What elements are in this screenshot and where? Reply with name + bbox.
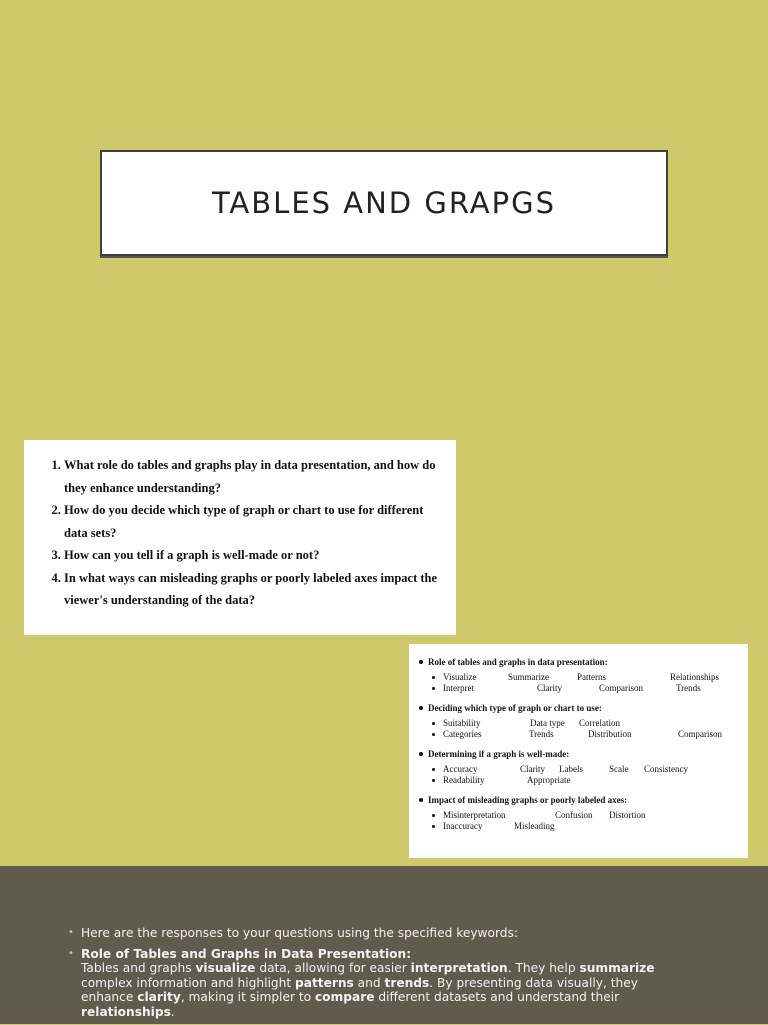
page-title: TABLES AND GRAPGS: [211, 186, 557, 220]
keyword: Misleading: [514, 820, 555, 831]
keyword-row: [419, 764, 740, 775]
keyword: Trends: [676, 682, 701, 693]
keyword: Categories: [443, 728, 482, 739]
keyword-section-heading: Role of tables and graphs in data presentation:: [419, 656, 740, 668]
bullet-icon: •: [68, 947, 74, 959]
keyword: Labels: [559, 764, 583, 774]
questions-list: [48, 454, 440, 612]
keyword: Clarity: [520, 764, 545, 774]
keyword-section-heading: Determining if a graph is well-made:: [419, 748, 740, 760]
keyword: Appropriate: [527, 774, 571, 785]
question-item: 2. How do you decide which type of graph or chart to use for different data sets?: [64, 499, 440, 544]
keyword: Confusion: [555, 810, 593, 820]
keyword-section-role: [419, 656, 740, 693]
keyword-section-well-made: [419, 748, 740, 785]
bullet-icon: •: [68, 927, 74, 938]
keyword: Relationships: [670, 672, 719, 682]
keyword: Comparison: [678, 728, 722, 739]
keyword: Correlation: [579, 718, 620, 728]
keyword-row: [419, 821, 740, 832]
questions-image: [24, 440, 456, 635]
question-item: 1. What role do tables and graphs play in data presentation, and how do they enhance understanding?: [64, 454, 440, 499]
keyword-section-heading: Impact of misleading graphs or poorly labeled axes:: [419, 794, 740, 806]
keyword-row: [419, 729, 740, 740]
keyword: Readability: [443, 774, 485, 785]
keyword: Suitability: [443, 718, 481, 728]
keyword-section-misleading: [419, 794, 740, 831]
keyword-section-choosing: [419, 702, 740, 739]
keyword: Patterns: [577, 672, 606, 682]
note-role: • Role of Tables and Graphs in Data Presentation: Tables and graphs visualize data, allowing for easier interpretation. They help summarize complex information and highlight patterns and trends. By presenting data visually, they enhance clarity, making it simpler to compare different datasets and understand their relationships.: [68, 946, 655, 1019]
bullet-icon: [419, 660, 423, 664]
keyword: Summarize: [508, 672, 549, 682]
bullet-icon: [419, 706, 423, 710]
keyword: Misinterpretation: [443, 810, 506, 820]
keyword: Scale: [609, 764, 629, 774]
note-heading: Role of Tables and Graphs in Data Presentation:: [81, 946, 412, 961]
keyword: Visualize: [443, 672, 477, 682]
keyword: Consistency: [644, 764, 688, 774]
keyword: Distribution: [588, 728, 632, 739]
keyword: Interpret: [443, 682, 474, 693]
keyword-row: [419, 810, 740, 821]
title-box: [100, 150, 668, 256]
keyword: Comparison: [599, 682, 643, 693]
keyword-row: [419, 683, 740, 694]
question-item: 4. In what ways can misleading graphs or poorly labeled axes impact the viewer's understanding of the data?: [64, 567, 440, 612]
keyword: Data type: [530, 718, 565, 728]
bullet-icon: [419, 752, 423, 756]
note-intro: • Here are the responses to your questions using the specified keywords:: [68, 926, 518, 940]
keyword: Clarity: [537, 682, 562, 693]
notes-text: [68, 926, 668, 1025]
keyword-row: [419, 672, 740, 683]
keyword-row: [419, 775, 740, 786]
keyword: Accuracy: [443, 764, 478, 774]
keywords-image: [409, 644, 748, 858]
keyword-row: [419, 718, 740, 729]
bullet-icon: [419, 798, 423, 802]
keyword-section-heading: Deciding which type of graph or chart to use:: [419, 702, 740, 714]
keyword: Trends: [529, 728, 554, 739]
question-item: 3. How can you tell if a graph is well-made or not?: [64, 544, 440, 567]
keyword: Distortion: [609, 810, 646, 820]
keyword: Inaccuracy: [443, 820, 483, 831]
